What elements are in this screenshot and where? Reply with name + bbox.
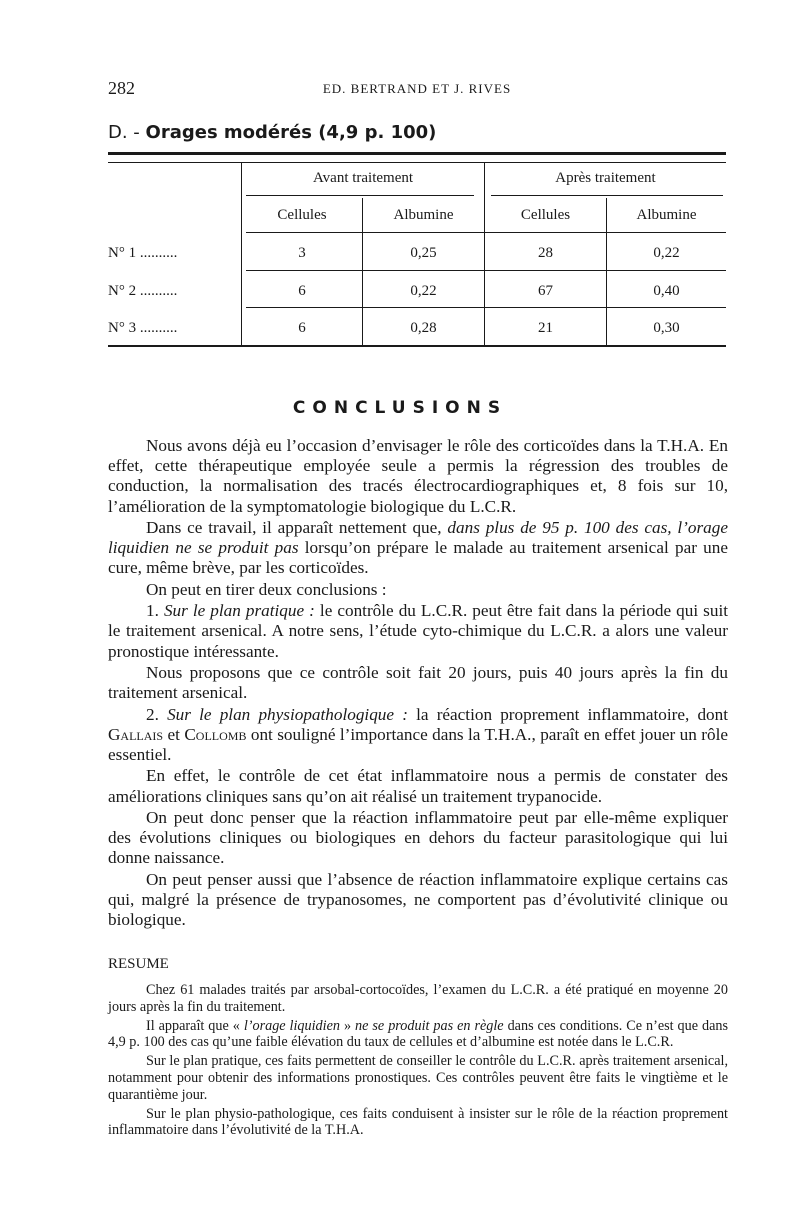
resume-body [108, 982, 728, 1141]
column-header: Albumine [393, 207, 454, 223]
table-top-rule [108, 152, 726, 163]
table-cell: 3 [298, 245, 306, 261]
paragraph: On peut penser aussi que l’absence de réaction inflammatoire explique certains cas qui, malgré la présence de trypanosomes, ne comportent pas d’évolutivité clinique ou biologique. [108, 869, 728, 930]
page-number: 282 [108, 78, 135, 98]
column-header: Albumine [636, 207, 697, 223]
table-cell: 0,30 [653, 320, 680, 336]
group-header-before: Avant traitement [312, 170, 414, 186]
table-cell: 67 [538, 283, 553, 299]
table-cell: 0,22 [653, 245, 680, 261]
table-cell: 6 [298, 320, 306, 336]
paragraph: On peut en tirer deux conclusions : [146, 579, 387, 599]
table-cell: 0,40 [653, 283, 680, 299]
paragraph: Sur le plan pratique, ces faits permettent de conseiller le contrôle du L.C.R. après traitement arsenical, notamment pour obtenir des informations pronostiques. Ces contrôles peuvent être faits le vingtième et le quarantième jour. [108, 1053, 728, 1103]
paragraph: 2. Sur le plan physiopathologique : la réaction proprement inflammatoire, dont Gallais et Collomb ont souligné l’importance dans la T.H.A., paraît en effet jouer un rôle essentiel. [108, 704, 729, 764]
paragraph: Nous avons déjà eu l’occasion d’envisager le rôle des corticoïdes dans la T.H.A. En effet, cette thérapeutique employée seule a permis la régression des troubles de conduction, la normalisation des tracés électrocardiographiques et, 8 fois sur 10, l’amélioration de la symptomatologie biologique du L.C.R. [108, 436, 728, 516]
table-hline [246, 195, 474, 196]
resume-heading: RESUME [108, 956, 169, 972]
table-cell: 28 [538, 245, 553, 261]
section-title: Orages modérés (4,9 p. 100) [145, 122, 437, 143]
table-hline [246, 307, 726, 308]
paragraph: Il apparaît que « l’orage liquidien » ne se produit pas en règle dans ces conditions. Ce n’est que dans 4,9 p. 100 des cas qu’une faible élévation du taux de cellules et d’albumine est notée dans le L.C.R. [108, 1017, 729, 1051]
paragraph: 1. Sur le plan pratique : le contrôle du L.C.R. peut être fait dans la période qui suit le traitement arsenical. A notre sens, l’étude cyto-chimique du L.C.R. a alors une valeur pronostique intéressante. [108, 601, 729, 661]
table-hline [491, 195, 723, 196]
table-cell: 0,25 [410, 245, 437, 261]
row-label: N° 3 .......... [108, 320, 178, 336]
table-cell: 21 [538, 320, 553, 336]
paragraph: Nous proposons que ce contrôle soit fait 20 jours, puis 40 jours après la fin du traitement arsenical. [108, 662, 728, 703]
paragraph: Dans ce travail, il apparaît nettement que, dans plus de 95 p. 100 des cas, l’orage liquidien ne se produit pas lorsqu’on prépare le malade au traitement arsenical par une cure, même brève, par les corticoïdes. [108, 518, 729, 578]
paragraph: Sur le plan physio-pathologique, ces faits conduisent à insister sur le rôle de la réaction proprement inflammatoire dans l’évolutivité de la T.H.A. [108, 1105, 728, 1139]
section-heading [108, 122, 436, 143]
running-title: ED. BERTRAND ET J. RIVES [322, 81, 512, 96]
table-cell: 6 [298, 283, 306, 299]
conclusions-heading: CONCLUSIONS [292, 398, 508, 418]
table-cell: 0,22 [410, 283, 437, 299]
paragraph: On peut donc penser que la réaction inflammatoire peut par elle-même expliquer des évolutions cliniques ou biologiques en dehors du facteur parasitologique qui lui donne naissance. [108, 807, 728, 868]
results-table [108, 152, 726, 352]
conclusions-body [108, 436, 728, 932]
column-header: Cellules [277, 207, 327, 223]
column-header: Cellules [520, 207, 571, 223]
table-hline [246, 270, 726, 271]
table-bottom-rule [108, 345, 726, 347]
table-cell: 0,28 [410, 320, 437, 336]
section-label: D. - [108, 122, 146, 143]
paragraph: Chez 61 malades traités par arsobal-cortocoïdes, l’examen du L.C.R. a été pratiqué en moyenne 20 jours après la fin du traitement. [108, 982, 728, 1015]
group-header-after: Après traitement [555, 170, 656, 186]
table-hline [246, 232, 726, 233]
paragraph: En effet, le contrôle de cet état inflammatoire nous a permis de constater des améliorations cliniques sans qu’on ait réalisé un traitement trypanocide. [108, 766, 728, 806]
running-head [108, 78, 726, 102]
row-label: N° 2 .......... [108, 283, 178, 299]
row-label: N° 1 .......... [108, 245, 178, 261]
